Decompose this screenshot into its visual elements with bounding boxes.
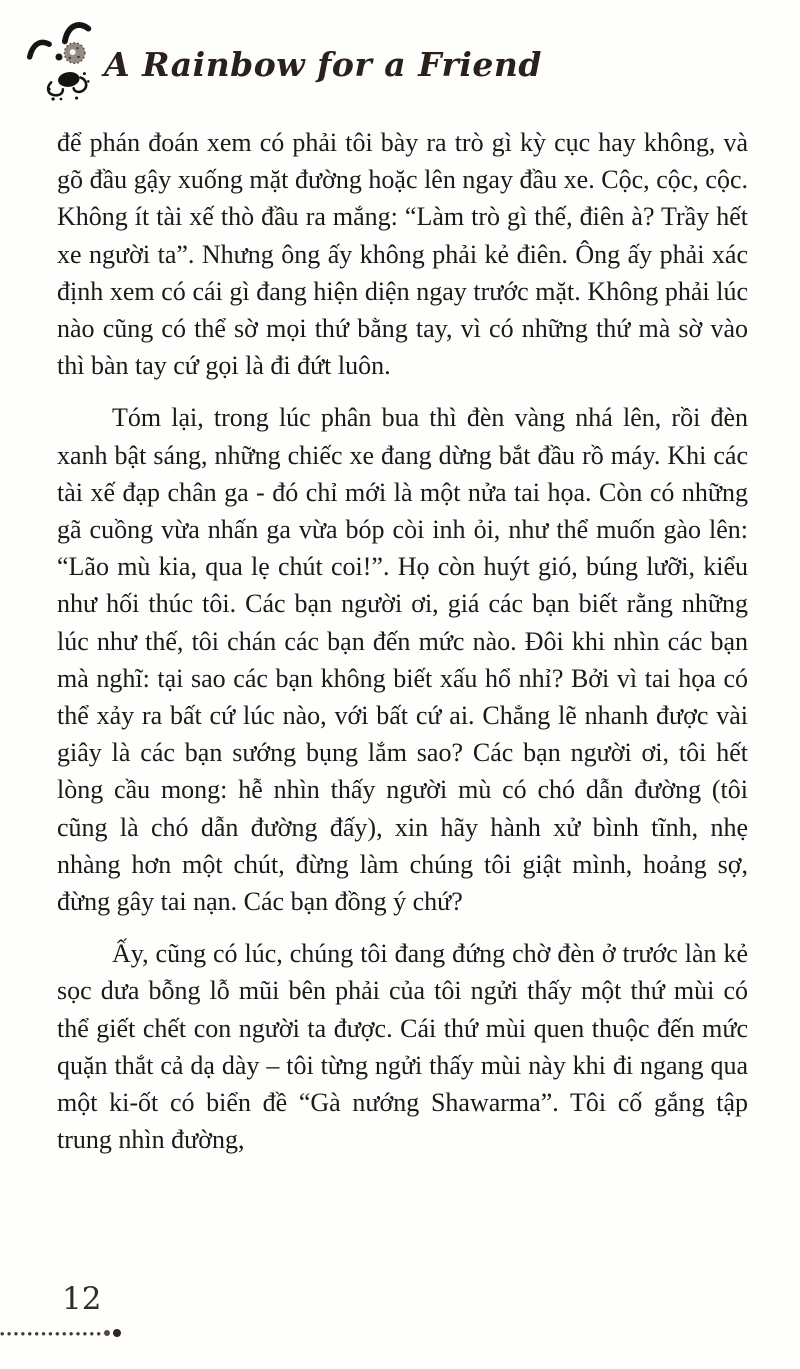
dog-face-icon <box>14 10 102 102</box>
dotted-line <box>0 1331 104 1337</box>
page-number: 12 <box>62 1281 102 1317</box>
book-title: A Rainbow for a Friend <box>104 45 542 84</box>
footer-dot-medium <box>104 1330 110 1336</box>
footer-dot-large <box>113 1329 121 1337</box>
paragraph: Tóm lại, trong lúc phân bua thì đèn vàng nhá lên, rồi đèn xanh bật sáng, những chiếc xe đang dừng bắt đầu rồ máy. Khi các tài xế đạp chân ga - đó chỉ mới là một nửa tai họa. Còn có những gã cuồng vừa nhấn ga vừa bóp còi inh ỏi, như thể muốn gào lên: “Lão mù kia, qua lẹ chút coi!”. Họ còn huýt gió, búng lưỡi, kiểu như hối thúc tôi. Các bạn người ơi, giá các bạn biết rằng những lúc như thế, tôi chán các bạn đến mức nào. Đôi khi nhìn các bạn mà nghĩ: tại sao các bạn không biết xấu hổ nhỉ? Bởi vì tai họa có thể xảy ra bất cứ lúc nào, với bất cứ ai. Chẳng lẽ nhanh được vài giây là các bạn sướng bụng lắm sao? Các bạn người ơi, tôi hết lòng cầu mong: hễ nhìn thấy người mù có chó dẫn đường (tôi cũng là chó dẫn đường đấy), xin hãy hành xử bình tĩnh, nhẹ nhàng hơn một chút, đừng làm chúng tôi giật mình, hoảng sợ, đừng gây tai nạn. Các bạn đồng ý chứ? <box>57 403 748 917</box>
chapter-header <box>14 10 542 102</box>
paragraph: Ấy, cũng có lúc, chúng tôi đang đứng chờ đèn ở trước làn kẻ sọc dưa bỗng lỗ mũi bên phải của tôi ngửi thấy một thứ mùi có thể giết chết con người ta được. Cái thứ mùi quen thuộc đến mức quặn thắt cả dạ dày – tôi từng ngửi thấy mùi này khi đi ngang qua một ki-ốt có biển đề “Gà nướng Shawarma”. Tôi cố gắng tập trung nhìn đường, <box>57 939 748 1155</box>
body-text <box>57 124 748 1173</box>
footer-dotted-line <box>0 1329 130 1339</box>
paragraph: để phán đoán xem có phải tôi bày ra trò gì kỳ cục hay không, và gõ đầu gậy xuống mặt đường hoặc lên ngay đầu xe. Cộc, cộc, cộc. Không ít tài xế thò đầu ra mắng: “Làm trò gì thế, điên à? Trầy hết xe người ta”. Nhưng ông ấy không phải kẻ điên. Ông ấy phải xác định xem có cái gì đang hiện diện ngay trước mặt. Không phải lúc nào cũng có thể sờ mọi thứ bằng tay, vì có những thứ mà sờ vào thì bàn tay cứ gọi là đi đứt luôn. <box>57 128 748 381</box>
